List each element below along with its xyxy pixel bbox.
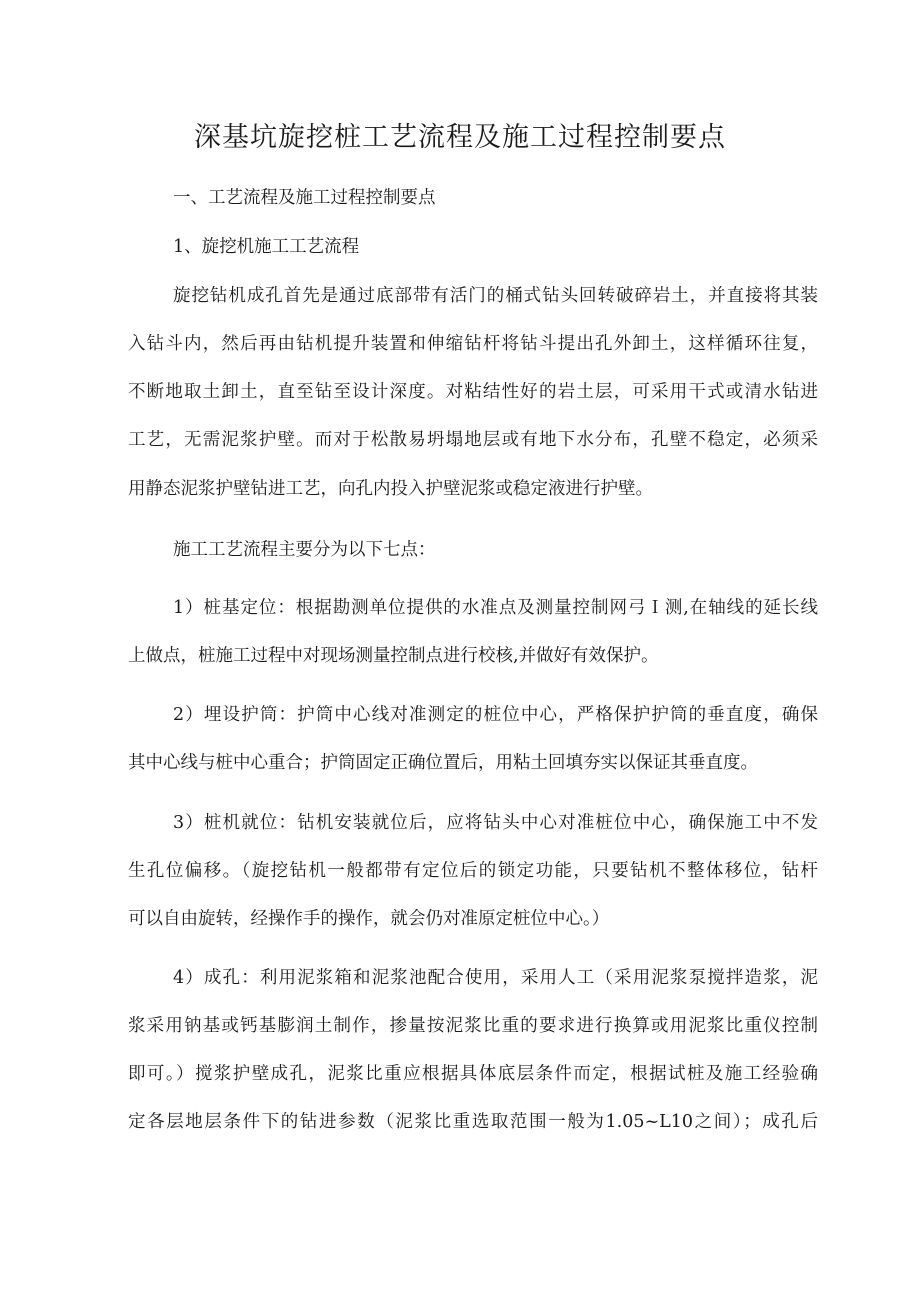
paragraph-intro-seven-points: 施工工艺流程主要分为以下七点： — [173, 540, 436, 560]
paragraph-line: 4）成孔：利用泥浆箱和泥浆池配合使用，采用人工（采用泥浆泵搅拌造浆，泥 — [173, 968, 818, 988]
section-heading: 一、工艺流程及施工过程控制要点 — [173, 188, 436, 208]
paragraph-line: 不断地取土卸土，直至钻至设计深度。对粘结性好的岩土层，可采用干式或清水钻进 — [128, 382, 818, 402]
page-title: 深基坑旋挖桩工艺流程及施工过程控制要点 — [194, 122, 726, 153]
paragraph-line: 旋挖钻机成孔首先是通过底部带有活门的桶式钻头回转破碎岩土，并直接将其装 — [173, 286, 818, 306]
paragraph-line: 生孔位偏移。（旋挖钻机一般都带有定位后的锁定功能，只要钻机不整体移位，钻杆 — [128, 861, 818, 881]
paragraph-line: 其中心线与桩中心重合；护筒固定正确位置后，用粘土回填夯实以保证其垂直度。 — [128, 753, 758, 773]
paragraph-line: 可以自由旋转，经操作手的操作，就会仍对准原定桩位中心。） — [128, 909, 610, 929]
paragraph-line: 即可。）搅浆护壁成孔，泥浆比重应根据具体底层条件而定，根据试桩及施工经验确 — [128, 1064, 818, 1084]
paragraph-line: 上做点，桩施工过程中对现场测量控制点进行校核,并做好有效保护。 — [128, 646, 659, 666]
subsection-heading: 1、旋挖机施工工艺流程 — [173, 237, 360, 257]
paragraph-line: 2）埋设护筒：护筒中心线对准测定的桩位中心，严格保护护筒的垂直度，确保 — [173, 705, 818, 725]
paragraph-line: 定各层地层条件下的钻进参数（泥浆比重选取范围一般为1.05~L10之间）；成孔后 — [128, 1112, 818, 1132]
paragraph-line: 用静态泥浆护壁钻进工艺，向孔内投入护壁泥浆或稳定液进行护壁。 — [128, 479, 653, 499]
paragraph-line: 工艺，无需泥浆护壁。而对于松散易坍塌地层或有地下水分布，孔壁不稳定，必须采 — [128, 430, 818, 450]
paragraph-line: 3）桩机就位：钻机安装就位后，应将钻头中心对准桩位中心，确保施工中不发 — [173, 813, 818, 833]
paragraph-line: 1）桩基定位：根据勘测单位提供的水准点及测量控制网弓Ｉ测,在轴线的延长线 — [173, 598, 818, 618]
paragraph-line: 入钻斗内，然后再由钻机提升装置和伸缩钻杆将钻斗提出孔外卸土，这样循环往复， — [128, 334, 818, 354]
paragraph-line: 浆采用钠基或钙基膨润土制作，掺量按泥浆比重的要求进行换算或用泥浆比重仪控制 — [128, 1016, 818, 1036]
